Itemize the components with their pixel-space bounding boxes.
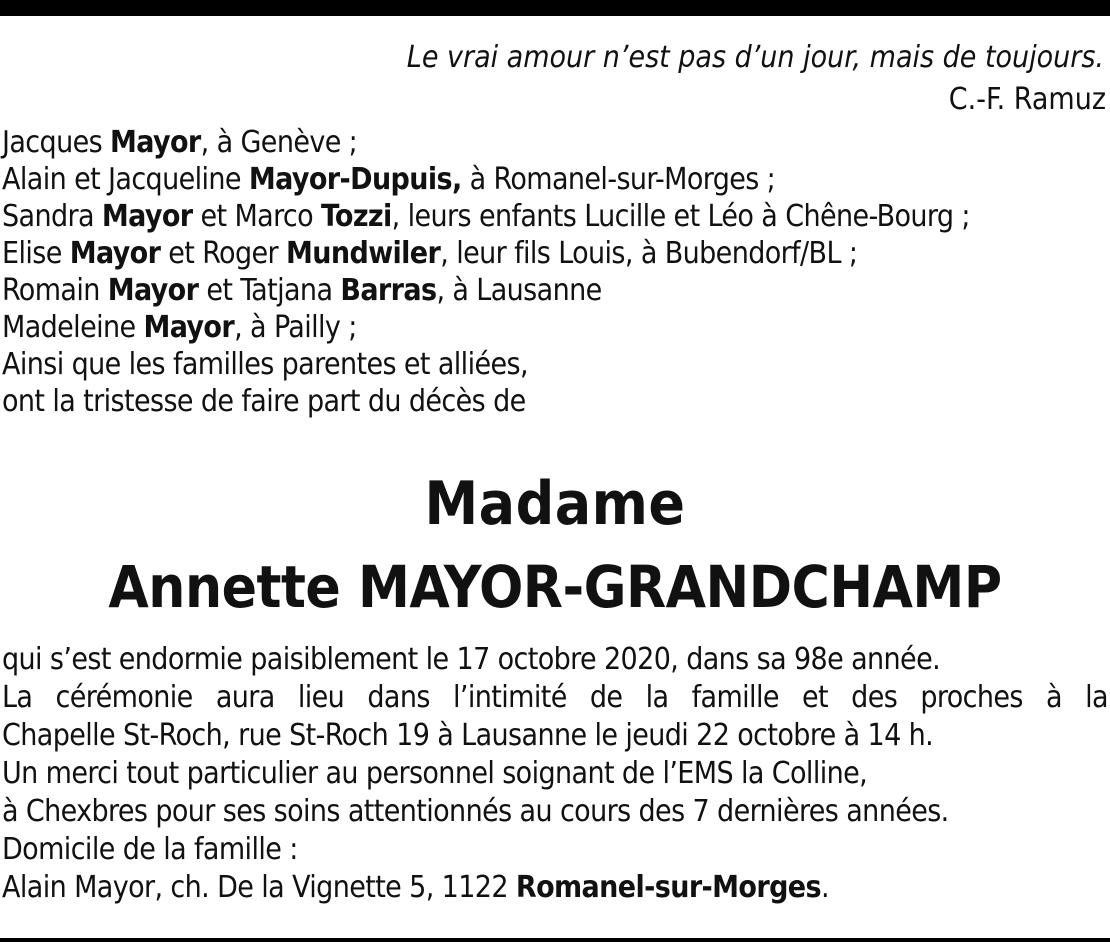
announcement-line: Domicile de la famille : bbox=[2, 832, 298, 867]
family-line: Sandra Mayor et Marco Tozzi, leurs enfants Lucille et Léo à Chêne-Bourg ; bbox=[2, 199, 970, 234]
top-rule bbox=[0, 0, 1110, 16]
announcement-line: La cérémonie aura lieu dans l’intimité de la famille et des proches à la bbox=[2, 680, 1108, 715]
family-line: Madeleine Mayor, à Pailly ; bbox=[2, 310, 357, 345]
bottom-rule bbox=[0, 938, 1110, 942]
family-list bbox=[2, 124, 1108, 420]
family-surname: Mayor-Dupuis, bbox=[248, 162, 462, 197]
deceased-name: Annette MAYOR-GRANDCHAMP bbox=[108, 553, 1002, 621]
epigraph-quote: Le vrai amour n’est pas d’un jour, mais de toujours. bbox=[406, 40, 1104, 75]
announcement-line: Un merci tout particulier au personnel soignant de l’EMS la Colline, bbox=[2, 756, 868, 791]
address-city: Romanel-sur-Morges bbox=[515, 870, 821, 905]
family-surname: Mayor bbox=[101, 199, 193, 234]
announcement-line: Chapelle St-Roch, rue St-Roch 19 à Lausanne le jeudi 22 octobre à 14 h. bbox=[2, 718, 934, 753]
family-address: Alain Mayor, ch. De la Vignette 5, 1122 Romanel-sur-Morges. bbox=[2, 870, 829, 905]
family-line: Jacques Mayor, à Genève ; bbox=[2, 125, 358, 160]
announcement-line: qui s’est endormie paisiblement le 17 octobre 2020, dans sa 98e année. bbox=[2, 642, 941, 677]
closing-line: ont la tristesse de faire part du décès de bbox=[2, 384, 526, 419]
family-surname: Barras bbox=[340, 273, 437, 308]
family-surname: Mayor bbox=[107, 273, 199, 308]
announcement-text bbox=[2, 641, 1108, 907]
family-surname: Mundwiler bbox=[285, 236, 441, 271]
family-surname: Mayor bbox=[110, 125, 201, 160]
epigraph-author: C.-F. Ramuz bbox=[948, 82, 1106, 117]
announcement-line: à Chexbres pour ses soins attentionnés au cours des 7 dernières années. bbox=[2, 794, 949, 829]
family-line: Elise Mayor et Roger Mundwiler, leur fils Louis, à Bubendorf/BL ; bbox=[2, 236, 858, 271]
family-surname: Tozzi bbox=[321, 199, 392, 234]
family-surname: Mayor bbox=[143, 310, 235, 345]
closing-line: Ainsi que les familles parentes et alliées, bbox=[2, 347, 528, 382]
family-line: Romain Mayor et Tatjana Barras, à Lausanne bbox=[2, 273, 602, 308]
deceased-title: Madame bbox=[424, 469, 686, 539]
family-line: Alain et Jacqueline Mayor-Dupuis, à Romanel-sur-Morges ; bbox=[2, 162, 776, 197]
family-surname: Mayor bbox=[69, 236, 161, 271]
